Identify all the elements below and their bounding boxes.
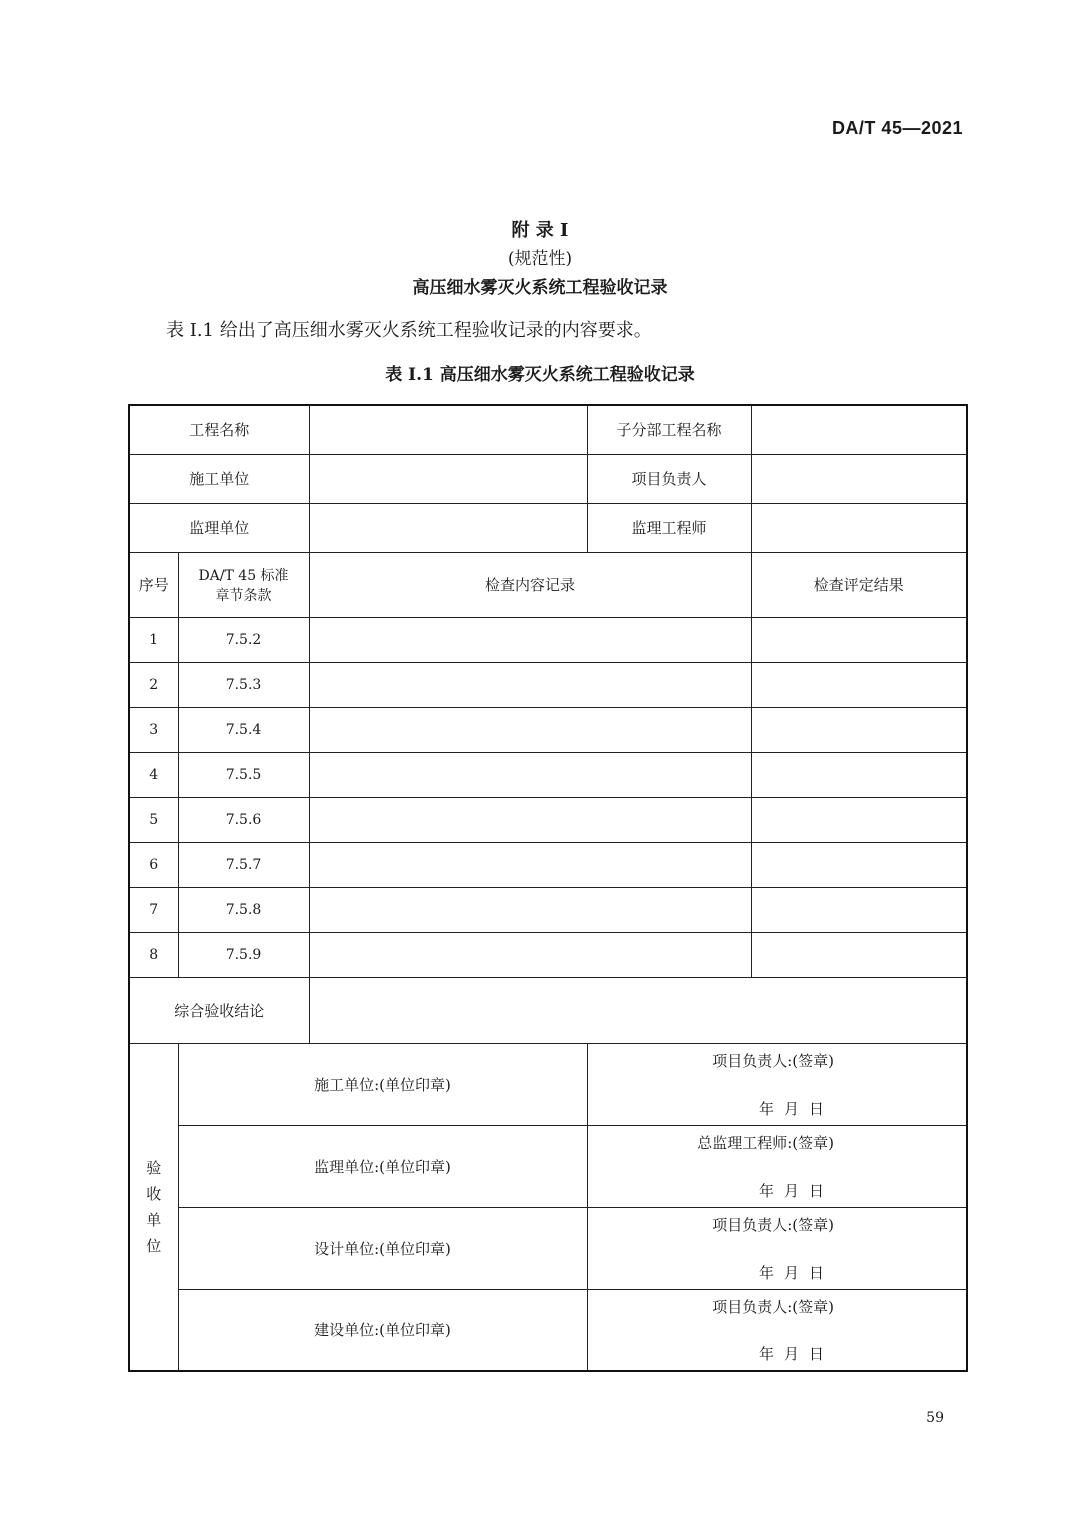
- date-label: 年月日: [759, 1263, 835, 1282]
- row-seq: 8: [129, 932, 178, 977]
- info-value-cell: [751, 405, 967, 454]
- column-header-row: [129, 552, 967, 617]
- row-result-cell: [751, 887, 967, 932]
- row-seq: 4: [129, 752, 178, 797]
- row-content-cell: [309, 617, 751, 662]
- row-content-cell: [309, 662, 751, 707]
- row-clause: 7.5.3: [178, 662, 309, 707]
- table-row: [129, 752, 967, 797]
- acceptance-record-table: [128, 404, 968, 1372]
- acceptance-row: [129, 1043, 967, 1125]
- date-label: 年月日: [759, 1345, 835, 1363]
- row-result-cell: [751, 797, 967, 842]
- row-seq: 7: [129, 887, 178, 932]
- appendix-title: 附 录 I: [511, 220, 569, 241]
- vertical-char: 位: [146, 1236, 162, 1255]
- row-content-cell: [309, 797, 751, 842]
- table-row: [129, 842, 967, 887]
- info-label: 施工单位: [129, 454, 309, 503]
- vertical-char: 验: [146, 1158, 162, 1177]
- row-content-cell: [309, 752, 751, 797]
- info-label: 监理单位: [129, 503, 309, 552]
- info-label: 子分部工程名称: [587, 405, 751, 454]
- column-header-content: 检查内容记录: [309, 552, 751, 617]
- row-seq: 2: [129, 662, 178, 707]
- table-caption: 表 I.1 高压细水雾灭火系统工程验收记录: [385, 365, 695, 385]
- clause-header-line: DA/T 45 标准: [198, 567, 289, 584]
- date-label: 年月日: [759, 1099, 835, 1118]
- row-content-cell: [309, 842, 751, 887]
- row-clause: 7.5.6: [178, 797, 309, 842]
- info-label: 项目负责人: [587, 454, 751, 503]
- row-seq: 6: [129, 842, 178, 887]
- row-content-cell: [309, 887, 751, 932]
- row-seq: 1: [129, 617, 178, 662]
- info-label: 工程名称: [129, 405, 309, 454]
- appendix-type: (规范性): [507, 249, 573, 269]
- row-content-cell: [309, 932, 751, 977]
- row-result-cell: [751, 662, 967, 707]
- acceptance-unit-name: 施工单位:(单位印章): [178, 1043, 587, 1125]
- acceptance-row: [129, 1289, 967, 1371]
- row-result-cell: [751, 707, 967, 752]
- row-clause: 7.5.9: [178, 932, 309, 977]
- info-value-cell: [751, 503, 967, 552]
- table-row: [129, 617, 967, 662]
- info-label: 监理工程师: [587, 503, 751, 552]
- conclusion-label: 综合验收结论: [129, 977, 309, 1043]
- signer-label: 项目负责人:(签章): [712, 1051, 835, 1070]
- column-header-result: 检查评定结果: [751, 552, 967, 617]
- table-row: [129, 707, 967, 752]
- acceptance-signature-cell: [587, 1043, 967, 1125]
- acceptance-row: [129, 1207, 967, 1289]
- row-content-cell: [309, 707, 751, 752]
- acceptance-unit-name: 建设单位:(单位印章): [178, 1289, 587, 1371]
- info-value-cell: [309, 454, 587, 503]
- info-value-cell: [751, 454, 967, 503]
- table-row: [129, 887, 967, 932]
- acceptance-row: [129, 1125, 967, 1207]
- row-clause: 7.5.8: [178, 887, 309, 932]
- info-value-cell: [309, 503, 587, 552]
- row-clause: 7.5.4: [178, 707, 309, 752]
- acceptance-signature-cell: [587, 1125, 967, 1207]
- date-label: 年月日: [759, 1181, 835, 1200]
- signer-label: 项目负责人:(签章): [712, 1297, 835, 1316]
- row-clause: 7.5.7: [178, 842, 309, 887]
- row-result-cell: [751, 932, 967, 977]
- intro-text: 表 I.1 给出了高压细水雾灭火系统工程验收记录的内容要求。: [166, 320, 652, 341]
- info-row: [129, 405, 967, 454]
- conclusion-value-cell: [309, 977, 967, 1043]
- page-number: 59: [926, 1410, 944, 1426]
- table-row: [129, 662, 967, 707]
- signer-label: 项目负责人:(签章): [712, 1215, 835, 1234]
- row-seq: 5: [129, 797, 178, 842]
- vertical-char: 收: [146, 1184, 162, 1203]
- appendix-name: 高压细水雾灭火系统工程验收记录: [412, 278, 668, 298]
- row-seq: 3: [129, 707, 178, 752]
- vertical-char: 单: [146, 1210, 162, 1229]
- row-clause: 7.5.2: [178, 617, 309, 662]
- acceptance-unit-name: 监理单位:(单位印章): [178, 1125, 587, 1207]
- acceptance-signature-cell: [587, 1207, 967, 1289]
- table-row: [129, 797, 967, 842]
- column-header-clause: [178, 552, 309, 617]
- table-row: [129, 932, 967, 977]
- column-header-seq: 序号: [129, 552, 178, 617]
- info-value-cell: [309, 405, 587, 454]
- conclusion-row: [129, 977, 967, 1043]
- acceptance-unit-name: 设计单位:(单位印章): [178, 1207, 587, 1289]
- row-result-cell: [751, 842, 967, 887]
- standard-code: DA/T 45—2021: [831, 118, 963, 138]
- clause-header-line: 章节条款: [215, 587, 272, 604]
- row-clause: 7.5.5: [178, 752, 309, 797]
- row-result-cell: [751, 617, 967, 662]
- info-row: [129, 503, 967, 552]
- acceptance-signature-cell: [587, 1289, 967, 1371]
- acceptance-units-label: [129, 1043, 178, 1371]
- signer-label: 总监理工程师:(签章): [697, 1133, 835, 1152]
- row-result-cell: [751, 752, 967, 797]
- info-row: [129, 454, 967, 503]
